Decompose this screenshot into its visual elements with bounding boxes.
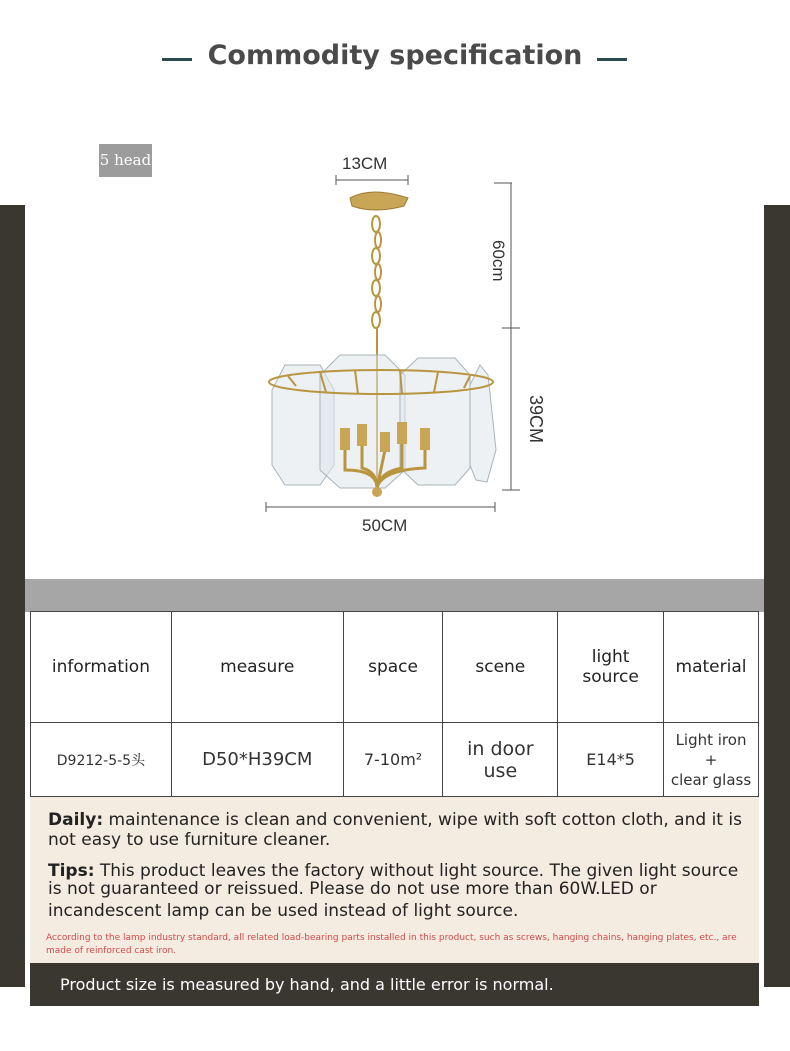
value-light-source: E14*5: [558, 723, 664, 797]
header-measure: measure: [171, 612, 343, 723]
header-light-source-line1: light: [591, 647, 630, 667]
height-dimension-line: [494, 183, 520, 490]
table-header-band: [25, 579, 764, 612]
header-light-source-line2: source: [582, 667, 639, 687]
header-information: information: [31, 612, 172, 723]
value-material: [664, 723, 759, 797]
value-material-line1: Light iron: [675, 730, 747, 749]
header-space: space: [343, 612, 443, 723]
title-line-right: [597, 58, 627, 61]
tips-label: Tips:: [48, 861, 95, 881]
value-space: 7-10m²: [343, 723, 443, 797]
tips-note-line2: is not guaranteed or reissued. Please do not use more than 60W.LED or: [48, 879, 657, 899]
width-dimension-line: [266, 502, 495, 512]
product-diagram: [0, 150, 790, 550]
glass-panels: [272, 355, 496, 488]
value-measure: D50*H39CM: [171, 723, 343, 797]
top-dimension-line: [336, 175, 408, 185]
spec-header-row: [31, 612, 759, 723]
spec-value-row: [31, 723, 759, 797]
header-light-source: [558, 612, 664, 723]
daily-note-cont: not easy to use furniture cleaner.: [48, 830, 331, 850]
footer-bar: [30, 963, 759, 1006]
diameter-label: 50CM: [362, 516, 408, 535]
spec-table: [30, 611, 759, 797]
chandelier-drawing: [0, 150, 790, 550]
daily-note: [48, 810, 748, 830]
ceiling-canopy: [350, 192, 408, 210]
head-count-badge: 5 head: [99, 144, 152, 177]
notes-panel: [30, 797, 759, 963]
title-section: [0, 38, 790, 78]
chain-length-label: 60cm: [489, 240, 508, 282]
header-material: material: [664, 612, 759, 723]
small-print: According to the lamp industry standard, all related load-bearing parts installed in this product, such as screws, hanging chains, hanging plates, etc., are made of reinforced cast iron.: [46, 933, 737, 956]
value-material-line2: +: [704, 750, 718, 769]
daily-text-1: maintenance is clean and convenient, wipe with soft cotton cloth, and it is: [103, 810, 742, 830]
value-scene-line2: use: [483, 759, 518, 782]
value-information: D9212-5-5头: [31, 723, 172, 797]
page-title: Commodity specification: [207, 40, 583, 71]
header-scene: scene: [443, 612, 558, 723]
tips-text-1: This product leaves the factory without light source. The given light source: [94, 861, 739, 881]
value-scene-line1: in door: [467, 737, 534, 760]
daily-label: Daily:: [48, 810, 104, 830]
tips-note-line3: incandescent lamp can be used instead of light source.: [48, 901, 519, 921]
body-height-label: 39CM: [526, 395, 546, 444]
top-width-label: 13CM: [342, 154, 388, 173]
value-material-line3: clear glass: [670, 770, 752, 789]
footer-text: Product size is measured by hand, and a little error is normal.: [60, 975, 554, 994]
value-scene: [443, 723, 558, 797]
tips-note: [48, 861, 748, 881]
